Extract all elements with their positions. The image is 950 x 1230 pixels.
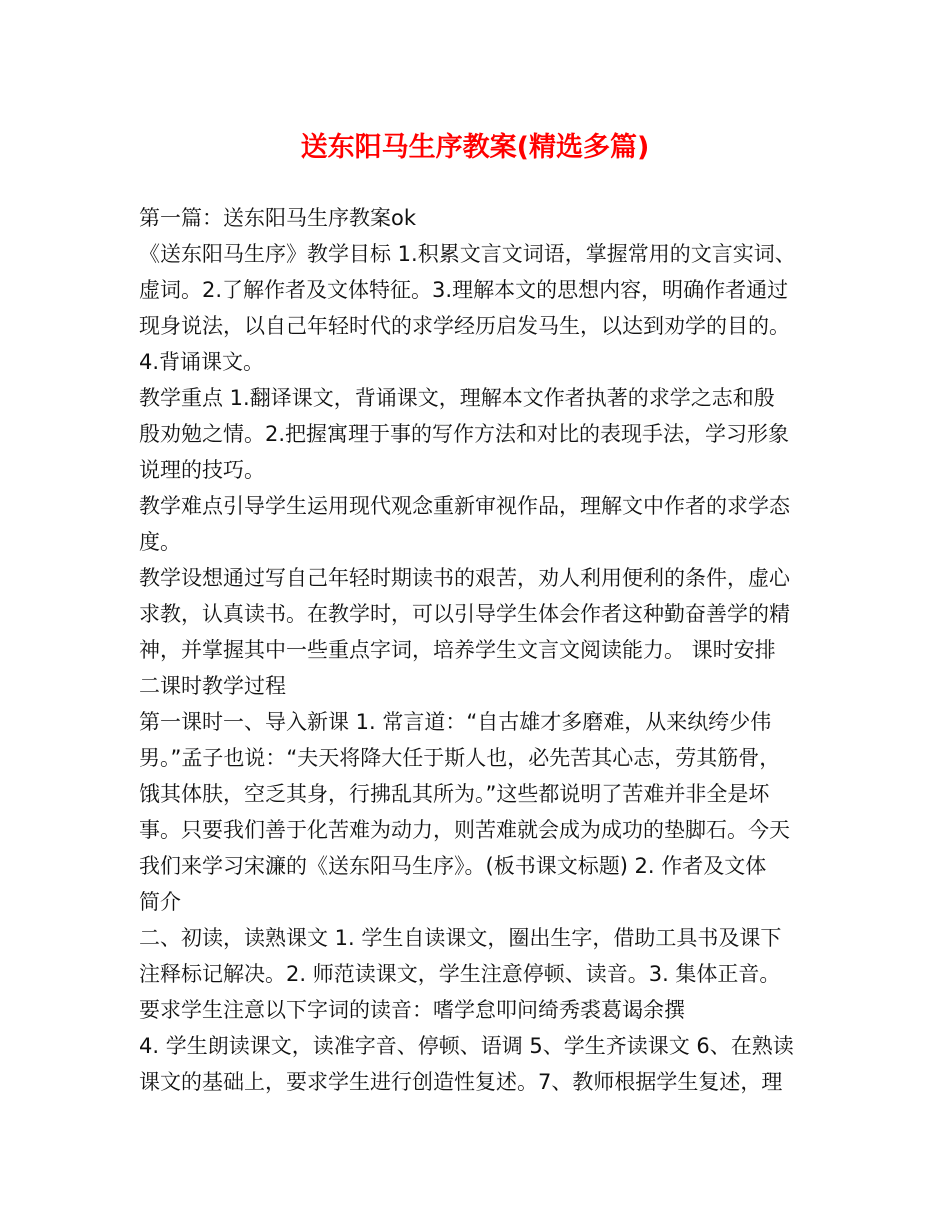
body-line: 男。”孟子也说：“夫天将降大任于斯人也，必先苦其心志，劳其筋骨， — [139, 746, 781, 770]
body-line: 课文的基础上，要求学生进行创造性复述。7、教师根据学生复述，理 — [139, 1070, 783, 1094]
body-line: 第一篇：送东阳马生序教案ok — [139, 206, 417, 230]
body-line: 教学难点引导学生运用现代观念重新审视作品，理解文中作者的求学态 — [139, 494, 790, 518]
body-line: 第一课时一、导入新课 1. 常言道：“自古雄才多磨难，从来纨绔少伟 — [139, 710, 772, 734]
body-line: 求教，认真读书。在教学时，可以引导学生体会作者这种勤奋善学的精 — [139, 602, 790, 626]
body-line: 要求学生注意以下字词的读音：嗜学怠叩问绮秀裘葛谒余撰 — [139, 998, 685, 1022]
body-line: 4. 学生朗读课文，读准字音、停顿、语调 5、学生齐读课文 6、在熟读 — [139, 1034, 794, 1058]
body-line: 虚词。2.了解作者及文体特征。3.理解本文的思想内容，明确作者通过 — [139, 278, 789, 302]
document-title: 送东阳马生序教案(精选多篇) — [300, 132, 650, 163]
body-line: 二课时教学过程 — [139, 674, 286, 698]
body-line: 简介 — [139, 890, 181, 914]
body-line: 《送东阳马生序》教学目标 1.积累文言文词语，掌握常用的文言实词、 — [139, 242, 796, 266]
body-line: 注释标记解决。2. 师范读课文，学生注意停顿、读音。3. 集体正音。 — [139, 962, 781, 986]
document-body — [139, 200, 829, 1100]
body-line: 事。只要我们善于化苦难为动力，则苦难就会成为成功的垫脚石。今天 — [139, 818, 790, 842]
body-line: 殷劝勉之情。2.把握寓理于事的写作方法和对比的表现手法，学习形象 — [139, 422, 790, 446]
body-line: 饿其体肤，空乏其身，行拂乱其所为。”这些都说明了苦难并非全是坏 — [139, 782, 770, 806]
body-line: 说理的技巧。 — [139, 458, 265, 482]
body-line: 现身说法，以自己年轻时代的求学经历启发马生，以达到劝学的目的。 — [139, 314, 790, 338]
body-line: 我们来学习宋濂的《送东阳马生序》。(板书课文标题) 2. 作者及文体 — [139, 854, 767, 878]
body-line: 度。 — [139, 530, 181, 554]
body-line: 二、初读，读熟课文 1. 学生自读课文，圈出生字，借助工具书及课下 — [139, 926, 782, 950]
body-line: 神，并掌握其中一些重点字词，培养学生文言文阅读能力。 课时安排 — [139, 638, 776, 662]
body-line: 教学重点 1.翻译课文，背诵课文，理解本文作者执著的求学之志和殷 — [139, 386, 775, 410]
body-line: 教学设想通过写自己年轻时期读书的艰苦，劝人利用便利的条件，虚心 — [139, 566, 790, 590]
body-line: 4.背诵课文。 — [139, 350, 265, 374]
